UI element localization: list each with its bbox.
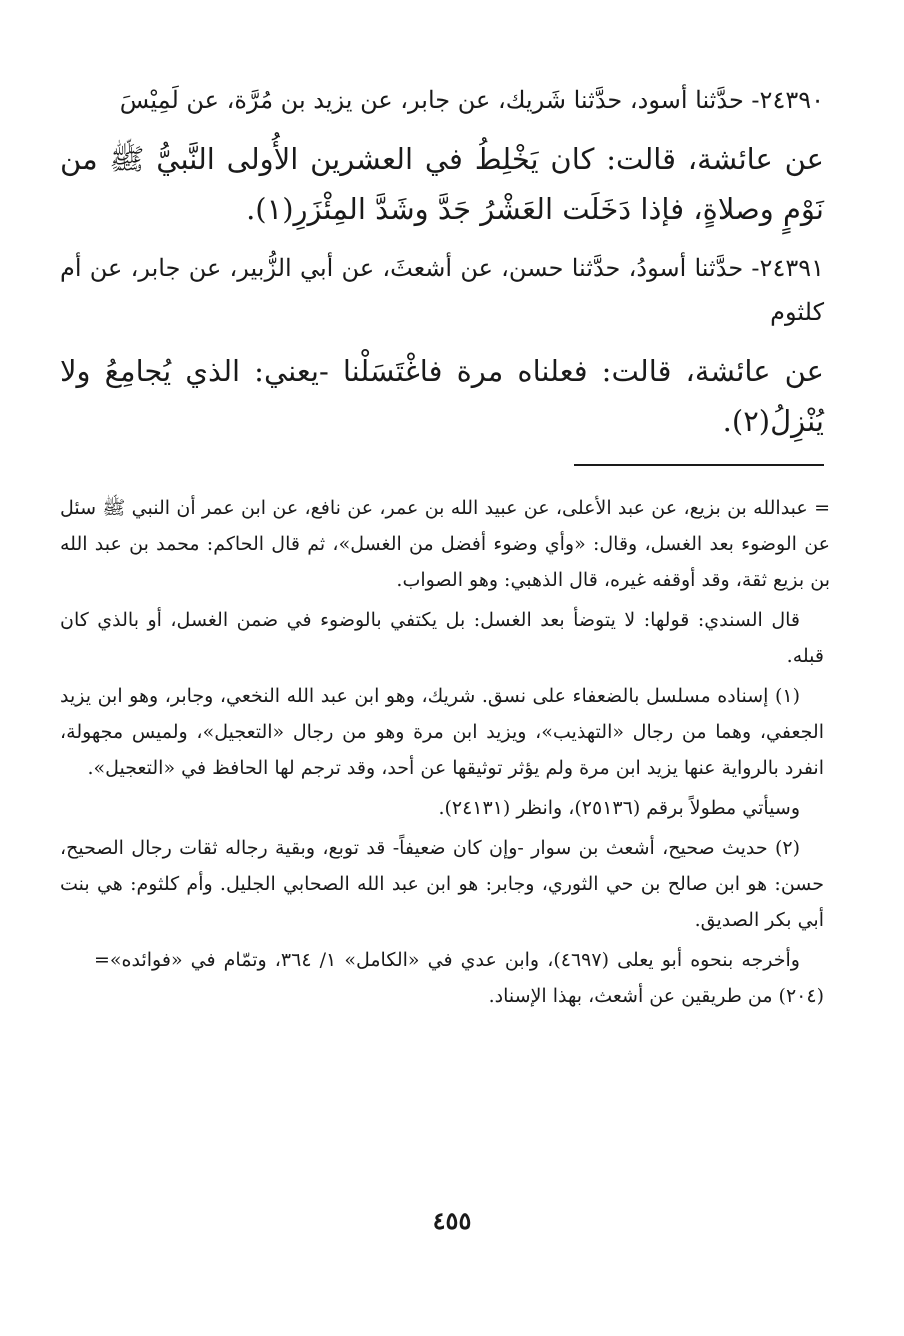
- footnote-2: (٢) حديث صحيح، أشعث بن سوار -وإن كان ضعيفاً- قد توبع، وبقية رجاله ثقات رجال الصحيح، حسن: هو ابن صالح بن حي الثوري، وجابر: هو ابن عبد الله الصحابي الجليل. وأم كلثوم: هي بنت أبي بكر الصديق.: [60, 837, 824, 931]
- footnote-1: (١) إسناده مسلسل بالضعفاء على نسق. شريك، وهو ابن عبد الله النخعي، وجابر، وهو ابن يزيد الجعفي، وهما من رجال «التهذيب»، ويزيد ابن مرة وهو من رجال «التعجيل»، ولميس مجهولة، انفرد بالرواية عنها يزيد ابن مرة ولم يؤثر توثيقها عن أحد، وقد ترجم لها الحافظ في «التعجيل».: [60, 685, 824, 779]
- footnote-sindi: قال السندي: قولها: لا يتوضأ بعد الغسل: بل يكتفي بالوضوء في ضمن الغسل، أو بالذي كان قبله.: [60, 609, 824, 667]
- page-body: [60, 78, 830, 1018]
- hadith-24391-chain: ٢٤٣٩١- حدَّثنا أسودُ، حدَّثنا حسن، عن أشعثَ، عن أبي الزُّبير، عن جابر، عن أم كلثوم: [60, 254, 824, 326]
- footnote-2-extra: [60, 942, 824, 1014]
- footnote-separator: [574, 464, 824, 466]
- page-number: ٤٥٥: [432, 1206, 472, 1235]
- footnote-continuation: = عبدالله بن بزيع، عن عبد الأعلى، عن عبيد الله بن عمر، عن نافع، عن ابن عمر أن النبي ﷺ سئل عن الوضوء بعد الغسل، وقال: «وأي وضوء أفضل من الغسل»، ثم قال الحاكم: محمد بن عبد الله بن بزيع ثقة، وقد أوقفه غيره، قال الذهبي: وهو الصواب.: [60, 497, 830, 591]
- hadith-24390-matn: عن عائشة، قالت: كان يَخْلِطُ في العشرين الأُولى النَّبيُّ ﷺ من نَوْمٍ وصلاةٍ، فإذا دَخَلَت العَشْرُ جَدَّ وشَدَّ المِئْزَرِ(١).: [60, 142, 824, 226]
- footnote-2-extra-text: وأخرجه بنحوه أبو يعلى (٤٦٩٧)، وابن عدي في «الكامل» ١/ ٣٦٤، وتمّام في «فوائده» (٢٠٤) من طريقين عن أشعث، بهذا الإسناد.: [109, 949, 824, 1007]
- hadith-24390-chain: ٢٤٣٩٠- حدَّثنا أسود، حدَّثنا شَريك، عن جابر، عن يزيد بن مُرَّة، عن لَمِيْسَ: [119, 86, 824, 114]
- continued-mark: =: [94, 949, 110, 971]
- footnote-1-extra: وسيأتي مطولاً برقم (٢٥١٣٦)، وانظر (٢٤١٣١).: [438, 797, 800, 819]
- hadith-24391-matn: عن عائشة، قالت: فعلناه مرة فاغْتَسَلْنا -يعني: الذي يُجامِعُ ولا يُنْزِلُ(٢).: [60, 354, 824, 438]
